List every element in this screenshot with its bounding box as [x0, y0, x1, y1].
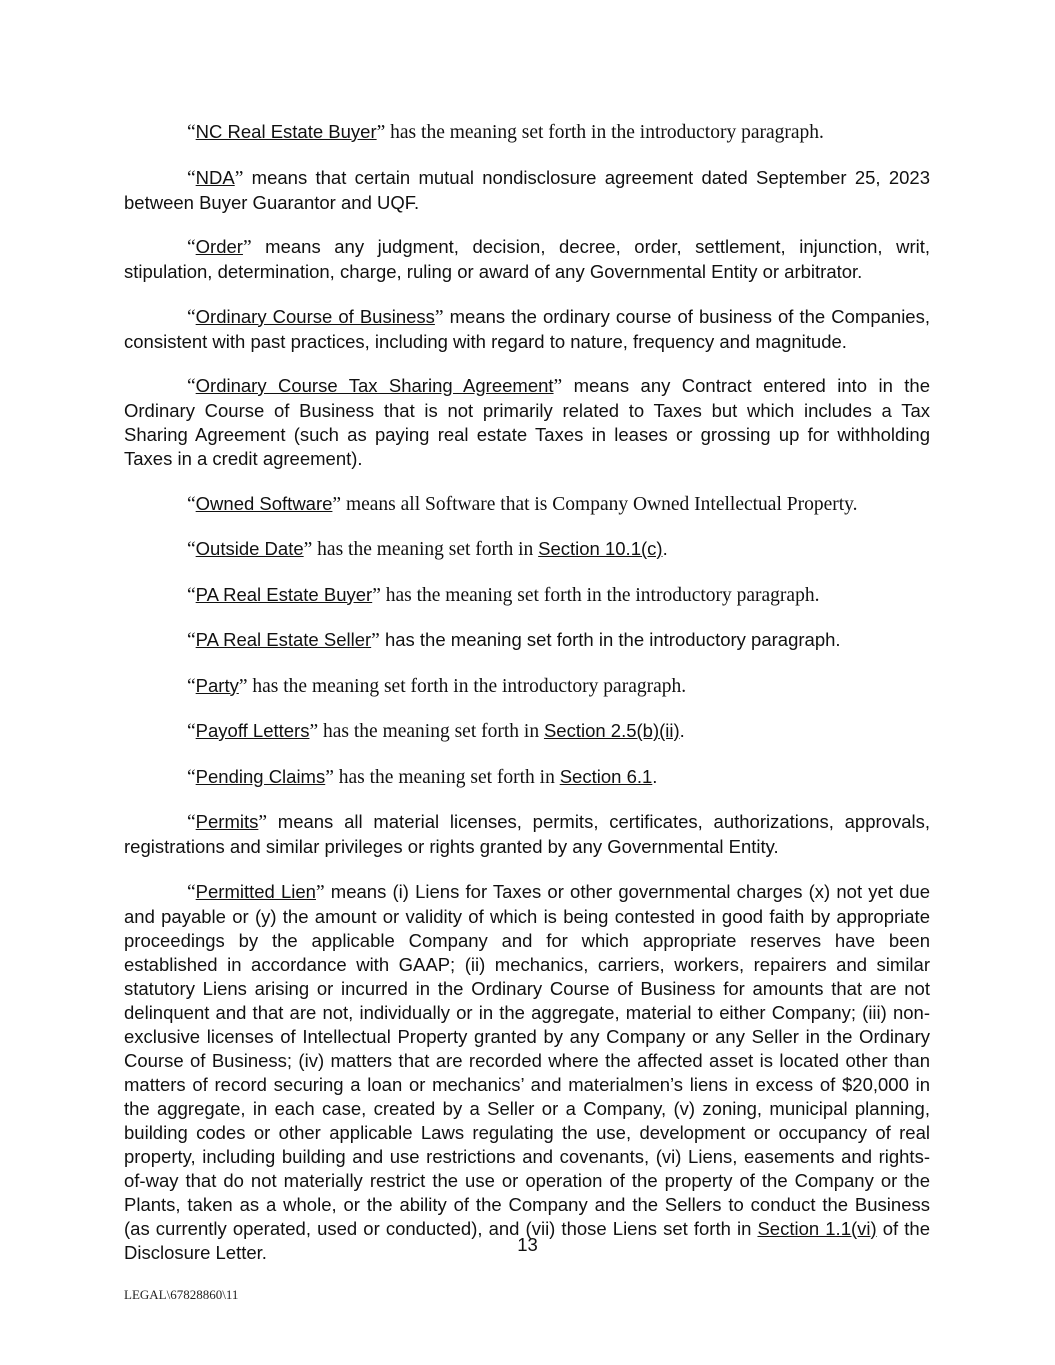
defined-term: NDA — [195, 166, 235, 188]
definition-paragraph: “Pending Claims” has the meaning set forth in Section 6.1. — [187, 765, 658, 788]
definition-text: means the ordinary course of business of the Companies, consistent with past practices, including with regard to nature, frequency and magnitude. — [124, 305, 930, 352]
definition-text: means that certain mutual nondisclosure agreement dated September 25, 2023 between Buyer Guarantor and UQF. — [124, 166, 930, 213]
definition-text: means any judgment, decision, decree, order, settlement, injunction, writ, stipulation, determination, charge, ruling or award of any Governmental Entity or arbitrator. — [124, 236, 930, 282]
definition-paragraph: “Permitted Lien” means (i) Liens for Taxes or other governmental charges (x) not yet due and payable or (y) the amount or validity of which is being contested in good faith by appropriate proceedings by the applicable Company and for which appropriate reserves have been established in accordance with GAAP; (ii) mechanics, carriers, workers, repairers and similar statutory Liens arising or incurred in the Ordinary Course of Business for amounts that are not delinquent and that are not, individually or in the aggregate, material to either Company; (iii) non-exclusive licenses of Intellectual Property granted by any Company or any Seller in the Ordinary Course of Business; (iv) matters that are recorded where the affected asset is located other than matters of record securing a loan or mechanics’ and materialmen’s liens in excess of $20,000 in the aggregate, in each case, created by a Seller or a Company, (v) zoning, municipal planning, building codes or other applicable Laws regulating the use, development or occupancy of real property, including building and use restrictions and covenants, (vi) Liens, easements and rights-of-way that do not materially restrict the use or operation of the property of the Company or the Plants, taken as a whole, or the ability of the Company and the Sellers to conduct the Business (as currently operated, used or conducted), and (vii) those Liens set forth in Section 1.1(vi) of the Disclosure Letter. — [124, 880, 930, 1263]
defined-term: Owned Software — [195, 492, 333, 514]
definition-paragraph: “PA Real Estate Buyer” has the meaning set forth in the introductory paragraph. — [187, 583, 820, 606]
definition-text: has the meaning set forth in — [312, 539, 539, 560]
defined-term: Outside Date — [195, 538, 304, 559]
definition-paragraph: “Party” has the meaning set forth in the introductory paragraph. — [187, 674, 687, 697]
definition-paragraph: “Permits” means all material licenses, permits, certificates, authorizations, approvals, registrations and similar privileges or rights granted by any Governmental Entity. — [124, 811, 930, 857]
definition-text: means all material licenses, permits, certificates, authorizations, approvals, registrations and similar privileges or rights granted by any Governmental Entity. — [124, 811, 930, 857]
definition-text: means all Software that is Company Owned Intellectual Property. — [341, 493, 858, 515]
definition-text: means (i) Liens for Taxes or other governmental charges (x) not yet due and payable or (y) the amount or validity of which is being contested in good faith by appropriate proceedings by the applicable Company and for which appropriate reserves have been established in accordance with GAAP; (ii) mechanics, carriers, workers, repairers and similar statutory Liens arising or incurred in the Ordinary Course of Business for amounts that are not delinquent and that are not, individually or in the aggregate, material to either Company; (iii) non-exclusive licenses of Intellectual Property granted by any Company or any Seller in the Ordinary Course of Business; (iv) matters that are recorded where the affected asset is located other than matters of record securing a loan or mechanics’ and materialmen’s liens in excess of $20,000 in the aggregate, in each case, created by a Seller or a Company, (v) zoning, municipal planning, building codes or other applicable Laws regulating the use, development or occupancy of real property, including building and use restrictions and covenants, (vi) Liens, easements and rights-of-way that do not materially restrict the use or operation of the property of the Company or the Plants, taken as a whole, or the ability of the Company and the Sellers to conduct the Business (as currently operated, used or conducted), and (vii) those Liens set forth in — [124, 880, 930, 1239]
defined-term: Ordinary Course Tax Sharing Agreement — [195, 375, 554, 396]
definition-paragraph: “Ordinary Course Tax Sharing Agreement” means any Contract entered into in the Ordinary Course of Business that is not primarily related to Taxes but which includes a Tax Sharing Agreement (such as paying real estate Taxes in leases or grossing up for withholding Taxes in a credit agreement). — [124, 375, 930, 469]
definition-paragraph: “PA Real Estate Seller” has the meaning set forth in the introductory paragraph. — [187, 629, 841, 651]
section-reference-link[interactable]: Section 10.1(c) — [538, 538, 663, 559]
definition-paragraph: “Payoff Letters” has the meaning set forth in Section 2.5(b)(ii). — [187, 720, 685, 742]
definition-paragraph: “Order” means any judgment, decision, decree, order, settlement, injunction, writ, stipulation, determination, charge, ruling or award of any Governmental Entity or arbitrator. — [124, 236, 930, 282]
section-reference-link[interactable]: Section 2.5(b)(ii) — [543, 720, 680, 741]
definition-text: has the meaning set forth in the introductory paragraph. — [385, 122, 824, 143]
defined-term: NC Real Estate Buyer — [195, 121, 377, 142]
section-reference-link[interactable]: Section 6.1 — [559, 765, 653, 787]
definition-text: has the meaning set forth in the introductory paragraph. — [379, 629, 841, 650]
definition-paragraph: “Outside Date” has the meaning set forth in Section 10.1(c). — [187, 538, 668, 560]
section-reference-link[interactable]: Section 1.1(vi) — [757, 1217, 877, 1239]
defined-term: Party — [195, 674, 239, 696]
defined-term: Pending Claims — [195, 765, 326, 787]
definition-text: means any Contract entered into in the Ordinary Course of Business that is not primarily related to Taxes but which includes a Tax Sharing Agreement (such as paying real estate Taxes in leases or grossing up for withholding Taxes in a credit agreement). — [124, 375, 930, 469]
document-body — [124, 120, 930, 1285]
document-footer-id: LEGAL\67828860\11 — [124, 1287, 239, 1302]
definition-paragraph: “Ordinary Course of Business” means the ordinary course of business of the Companies, consistent with past practices, including with regard to nature, frequency and magnitude. — [124, 305, 930, 352]
defined-term: Ordinary Course of Business — [195, 305, 435, 327]
definition-text: has the meaning set forth in the introductory paragraph. — [380, 584, 820, 606]
defined-term: Payoff Letters — [195, 720, 310, 741]
definition-text: has the meaning set forth in — [318, 721, 544, 742]
definition-text: has the meaning set forth in the introductory paragraph. — [247, 675, 687, 697]
defined-term: PA Real Estate Buyer — [195, 583, 373, 605]
defined-term: Permits — [195, 811, 259, 832]
defined-term: PA Real Estate Seller — [195, 629, 372, 650]
defined-term: Permitted Lien — [195, 880, 316, 902]
definition-paragraph: “Owned Software” means all Software that is Company Owned Intellectual Property. — [187, 492, 858, 515]
definition-text: has the meaning set forth in — [333, 766, 560, 788]
definition-paragraph: “NDA” means that certain mutual nondisclosure agreement dated September 25, 2023 between Buyer Guarantor and UQF. — [124, 166, 930, 213]
definition-paragraph: “NC Real Estate Buyer” has the meaning set forth in the introductory paragraph. — [187, 121, 824, 143]
page-number: 13 — [517, 1234, 538, 1255]
defined-term: Order — [195, 236, 243, 257]
